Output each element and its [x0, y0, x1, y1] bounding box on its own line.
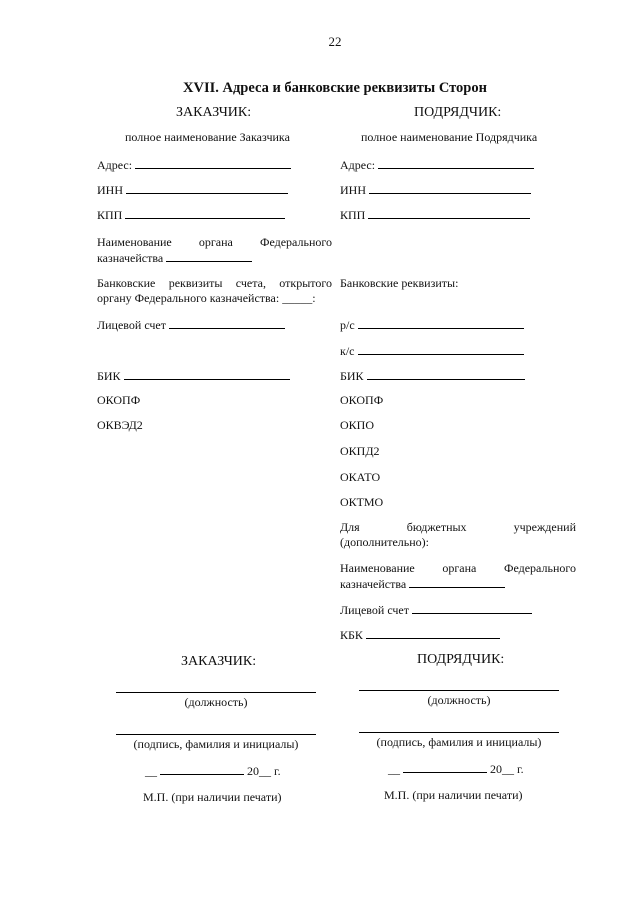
- contractor-date-day: __: [388, 762, 403, 776]
- contractor-date-month-field[interactable]: [403, 761, 487, 773]
- customer-personal-account-field[interactable]: [169, 317, 285, 329]
- customer-personal-account-label: Лицевой счет: [97, 318, 167, 332]
- customer-treasury-label-2: казначейства: [97, 251, 164, 265]
- contractor-treasury-label-1: Наименование органа Федерального: [340, 561, 576, 575]
- contractor-personal-account-field[interactable]: [412, 602, 532, 614]
- customer-address-row: [97, 157, 291, 173]
- contractor-bik-label: БИК: [340, 369, 364, 383]
- contractor-budget-label-2: (дополнительно):: [340, 535, 429, 549]
- customer-inn-field[interactable]: [126, 182, 288, 194]
- contractor-treasury-label-2: казначейства: [340, 577, 407, 591]
- contractor-inn-field[interactable]: [369, 182, 531, 194]
- contractor-kpp-field[interactable]: [368, 207, 530, 219]
- contractor-kbk-row: [340, 627, 500, 643]
- signature-contractor-header: ПОДРЯДЧИК:: [417, 652, 505, 667]
- customer-signature-line[interactable]: [116, 734, 316, 735]
- contractor-address-row: [340, 157, 534, 173]
- contractor-date: [388, 761, 524, 777]
- customer-inn-row: [97, 182, 288, 198]
- contractor-inn-label: ИНН: [340, 183, 366, 197]
- contractor-bank-details-label: Банковские реквизиты:: [340, 276, 459, 290]
- customer-header: ЗАКАЗЧИК:: [176, 105, 252, 120]
- customer-treasury-row: [97, 250, 252, 266]
- customer-date-day: __: [145, 764, 160, 778]
- customer-bik-label: БИК: [97, 369, 121, 383]
- customer-position-line[interactable]: [116, 692, 316, 693]
- customer-address-label: Адрес:: [97, 158, 133, 172]
- customer-address-field[interactable]: [135, 157, 291, 169]
- customer-treasury-label-1: Наименование органа Федерального: [97, 235, 332, 249]
- contractor-okpo-label: ОКПО: [340, 418, 375, 432]
- contractor-okopf-label: ОКОПФ: [340, 393, 384, 407]
- contractor-treasury-row: [340, 576, 505, 592]
- customer-bank-details-1: Банковские реквизиты счета, открытого: [97, 276, 332, 290]
- contractor-ks-field[interactable]: [358, 343, 524, 355]
- customer-date-month-field[interactable]: [160, 763, 244, 775]
- customer-kpp-field[interactable]: [125, 207, 285, 219]
- contractor-personal-account-label: Лицевой счет: [340, 603, 410, 617]
- customer-treasury-field[interactable]: [166, 250, 252, 262]
- contractor-rs-label: р/с: [340, 318, 355, 332]
- contractor-ks-row: [340, 343, 524, 359]
- customer-position-caption: (должность): [184, 695, 248, 709]
- customer-full-name-label: полное наименование Заказчика: [125, 130, 290, 144]
- contractor-full-name-label: полное наименование Подрядчика: [361, 130, 538, 144]
- customer-date: [145, 763, 281, 779]
- contractor-budget-label-1: Для бюджетных учреждений: [340, 520, 576, 534]
- contractor-position-caption: (должность): [427, 693, 491, 707]
- contractor-signature-line[interactable]: [359, 732, 559, 733]
- contractor-position-line[interactable]: [359, 690, 559, 691]
- contractor-address-field[interactable]: [378, 157, 534, 169]
- contractor-kbk-field[interactable]: [366, 627, 500, 639]
- customer-date-year: 20__ г.: [247, 764, 281, 778]
- contractor-okato-label: ОКАТО: [340, 470, 381, 484]
- customer-okopf-label: ОКОПФ: [97, 393, 141, 407]
- contractor-stamp-label: М.П. (при наличии печати): [384, 788, 523, 802]
- contractor-inn-row: [340, 182, 531, 198]
- customer-inn-label: ИНН: [97, 183, 123, 197]
- customer-signature-caption: (подпись, фамилия и инициалы): [133, 737, 299, 751]
- contractor-kpp-label: КПП: [340, 208, 366, 222]
- customer-kpp-row: [97, 207, 285, 223]
- customer-okved2-label: ОКВЭД2: [97, 418, 143, 432]
- contractor-oktmo-label: ОКТМО: [340, 495, 384, 509]
- contractor-signature-caption: (подпись, фамилия и инициалы): [376, 735, 542, 749]
- contractor-rs-row: [340, 317, 524, 333]
- customer-stamp-label: М.П. (при наличии печати): [143, 790, 282, 804]
- contractor-treasury-field[interactable]: [409, 576, 505, 588]
- contractor-okpd2-label: ОКПД2: [340, 444, 380, 458]
- section-title: XVII. Адреса и банковские реквизиты Сторон: [183, 80, 487, 96]
- contractor-date-year: 20__ г.: [490, 762, 524, 776]
- contractor-address-label: Адрес:: [340, 158, 376, 172]
- customer-personal-account-row: [97, 317, 285, 333]
- customer-kpp-label: КПП: [97, 208, 123, 222]
- signature-customer-header: ЗАКАЗЧИК:: [181, 654, 257, 669]
- customer-bik-row: [97, 368, 290, 384]
- customer-bik-field[interactable]: [124, 368, 290, 380]
- contractor-kbk-label: КБК: [340, 628, 363, 642]
- contractor-rs-field[interactable]: [358, 317, 524, 329]
- contractor-kpp-row: [340, 207, 530, 223]
- page-number: 22: [328, 34, 342, 49]
- customer-bank-details-2: органу Федерального казначейства: _____:: [97, 291, 316, 305]
- contractor-personal-account-row: [340, 602, 532, 618]
- contractor-ks-label: к/с: [340, 344, 355, 358]
- contractor-bik-field[interactable]: [367, 368, 525, 380]
- contractor-header: ПОДРЯДЧИК:: [414, 105, 502, 120]
- contractor-bik-row: [340, 368, 525, 384]
